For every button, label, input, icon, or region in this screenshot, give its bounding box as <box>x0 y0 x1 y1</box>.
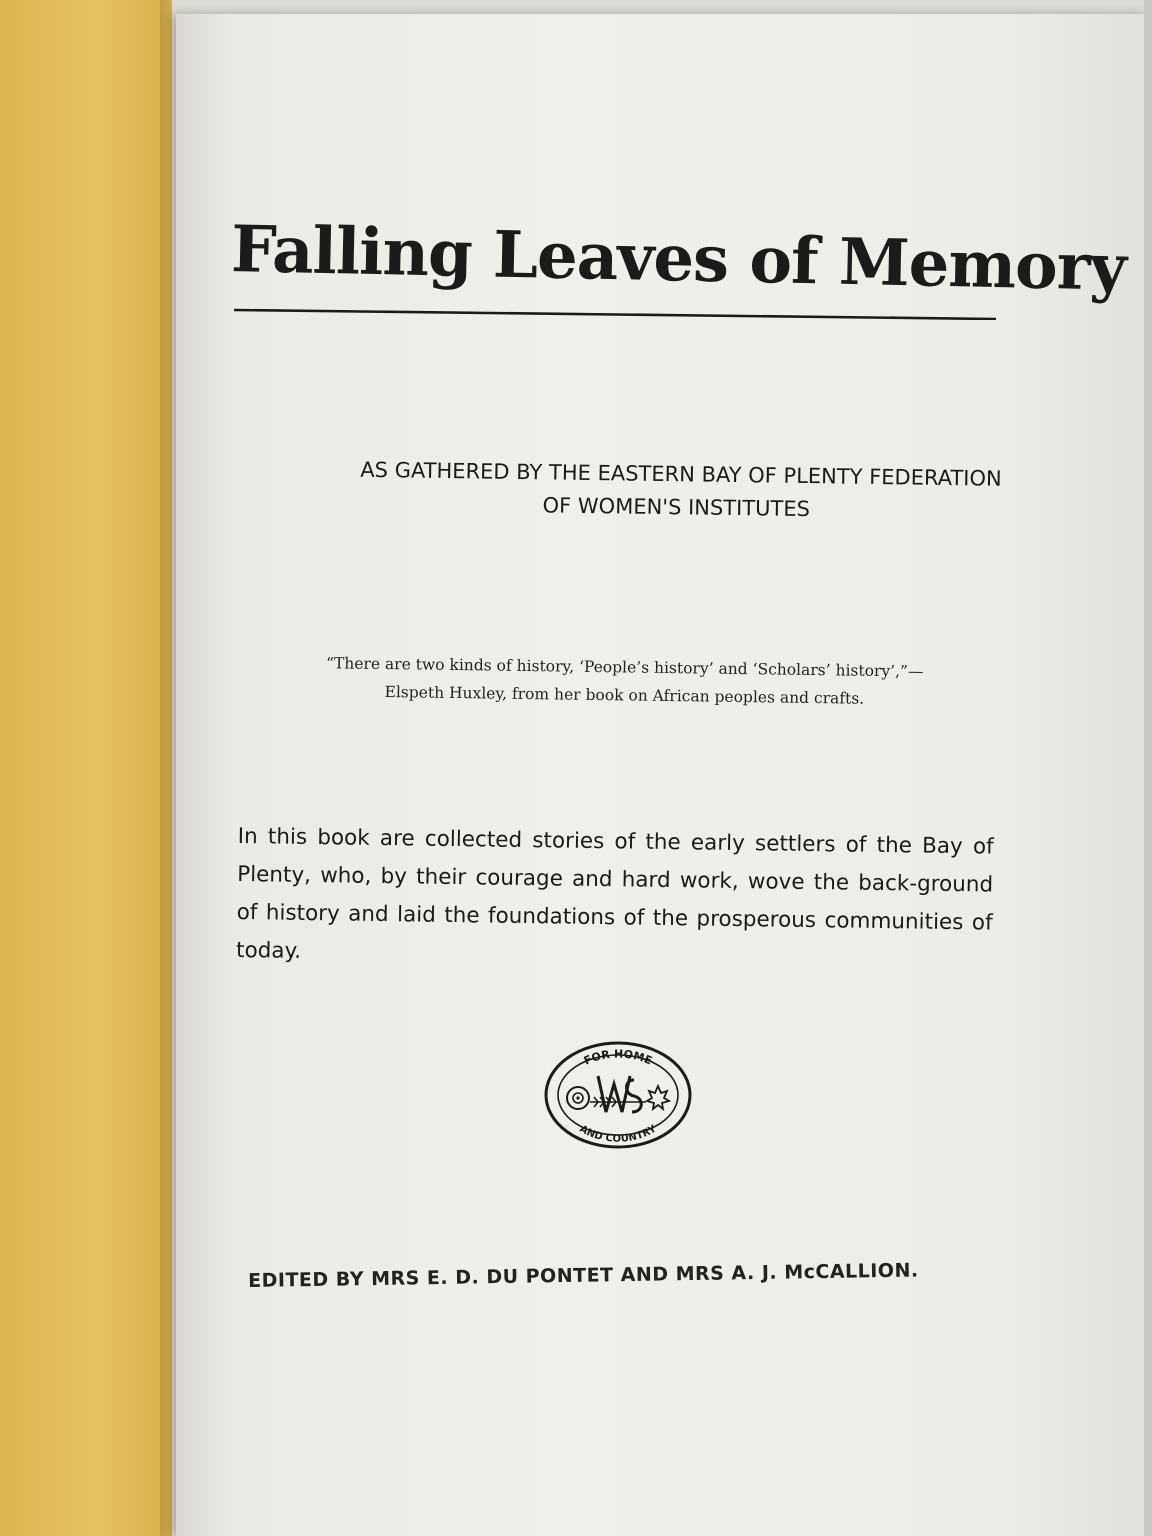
emblem-bottom-text: AND COUNTRY <box>577 1123 659 1145</box>
book-cover <box>0 0 172 1536</box>
subtitle <box>231 452 1002 529</box>
institute-emblem <box>542 1040 694 1150</box>
editors-credit: EDITED BY MRS E. D. DU PONTET AND MRS A. J. McCALLION. <box>248 1259 919 1292</box>
subtitle-line-2: OF WOMEN'S INSTITUTES <box>542 493 811 522</box>
quote-line-1: “There are two kinds of history, ‘People’s history’ and ‘Scholars’ history’,”— <box>325 654 924 681</box>
title-underline <box>232 306 998 320</box>
background-strip <box>1144 0 1152 1536</box>
book-title: Falling Leaves of Memory <box>230 212 1127 306</box>
epigraph-quote <box>239 648 1010 715</box>
intro-paragraph: In this book are collected stories of the early settlers of the Bay of Plenty, who, by their courage and hard work, wove the back-ground of history and laid the foundations of the prosperous communities of today. <box>235 823 994 964</box>
quote-line-2: Elspeth Huxley, from her book on African peoples and crafts. <box>384 683 865 708</box>
subtitle-line-1: AS GATHERED BY THE EASTERN BAY OF PLENTY FEDERATION <box>360 457 1002 491</box>
emblem-top-text: FOR HOME <box>581 1047 655 1068</box>
